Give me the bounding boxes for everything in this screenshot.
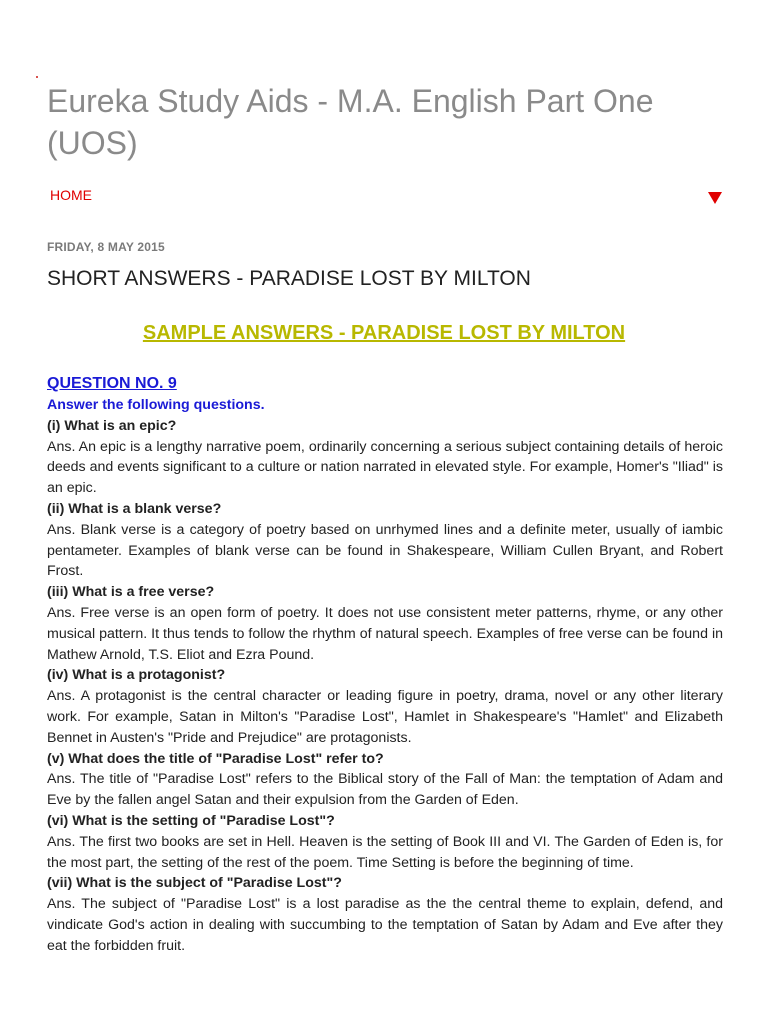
question-7: (vii) What is the subject of "Paradise Lost"? — [47, 875, 342, 892]
post-date: FRIDAY, 8 MAY 2015 — [47, 240, 165, 254]
question-6: (vi) What is the setting of "Paradise Lost"? — [47, 812, 335, 829]
answer-4: Ans. A protagonist is the central character or leading figure in poetry, drama, novel or any other literary work. For example, Satan in Milton's "Paradise Lost", Hamlet in Shakespeare's "Hamlet" and Elizabeth Bennet in Austen's "Pride and Prejudice" are protagonists. — [47, 688, 723, 746]
answer-7: Ans. The subject of "Paradise Lost" is a lost paradise as the the central theme to explain, defend, and vindicate God's action in dealing with succumbing to the temptation of Satan by Adam and Eve after they eat the forbidden fruit. — [47, 896, 723, 954]
sample-heading-text: SAMPLE ANSWERS - PARADISE LOST BY MILTON — [142, 322, 626, 344]
instruction-text: Answer the following questions. — [47, 397, 265, 413]
nav-home-link[interactable]: HOME — [50, 187, 92, 203]
post-body — [47, 373, 723, 957]
question-3: (iii) What is a free verse? — [47, 584, 215, 601]
triangle-down-icon[interactable] — [708, 192, 722, 204]
corner-dot — [36, 76, 38, 78]
answer-3: Ans. Free verse is an open form of poetry. It does not use consistent meter patterns, rhyme, or any other musical pattern. It thus tends to follow the rhythm of natural speech. Examples of free verse can be found in Mathew Arnold, T.S. Eliot and Ezra Pound. — [47, 604, 723, 663]
post-title[interactable]: SHORT ANSWERS - PARADISE LOST BY MILTON — [47, 267, 531, 290]
answer-2: Ans. Blank verse is a category of poetry based on unrhymed lines and a definite meter, usually of iambic pentameter. Examples of blank verse can be found in Shakespeare, William Cullen Bryant, and Robert Frost. — [47, 521, 723, 580]
answer-6: Ans. The first two books are set in Hell. Heaven is the setting of Book III and VI. The Garden of Eden is, for the most part, the setting of the rest of the poem. Time Setting is before the beginning of time. — [47, 833, 723, 871]
question-no-link[interactable]: QUESTION NO. 9 — [47, 375, 177, 392]
answer-1: Ans. An epic is a lengthy narrative poem, ordinarily concerning a serious subject containing details of heroic deeds and events significant to a culture or nation narrated in elevated style. For example, Homer's "Iliad" is an epic. — [47, 438, 724, 497]
question-5: (v) What does the title of "Paradise Lost" refer to? — [47, 750, 384, 767]
question-1: (i) What is an epic? — [47, 417, 177, 434]
sample-heading — [0, 319, 768, 347]
question-4: (iv) What is a protagonist? — [47, 667, 226, 684]
blog-title[interactable]: Eureka Study Aids - M.A. English Part One (UOS) — [47, 83, 654, 161]
question-2: (ii) What is a blank verse? — [47, 500, 222, 517]
answer-5: Ans. The title of "Paradise Lost" refers to the Biblical story of the Fall of Man: the temptation of Adam and Eve by the fallen angel Satan and their expulsion from the Garden of Eden. — [47, 771, 723, 809]
